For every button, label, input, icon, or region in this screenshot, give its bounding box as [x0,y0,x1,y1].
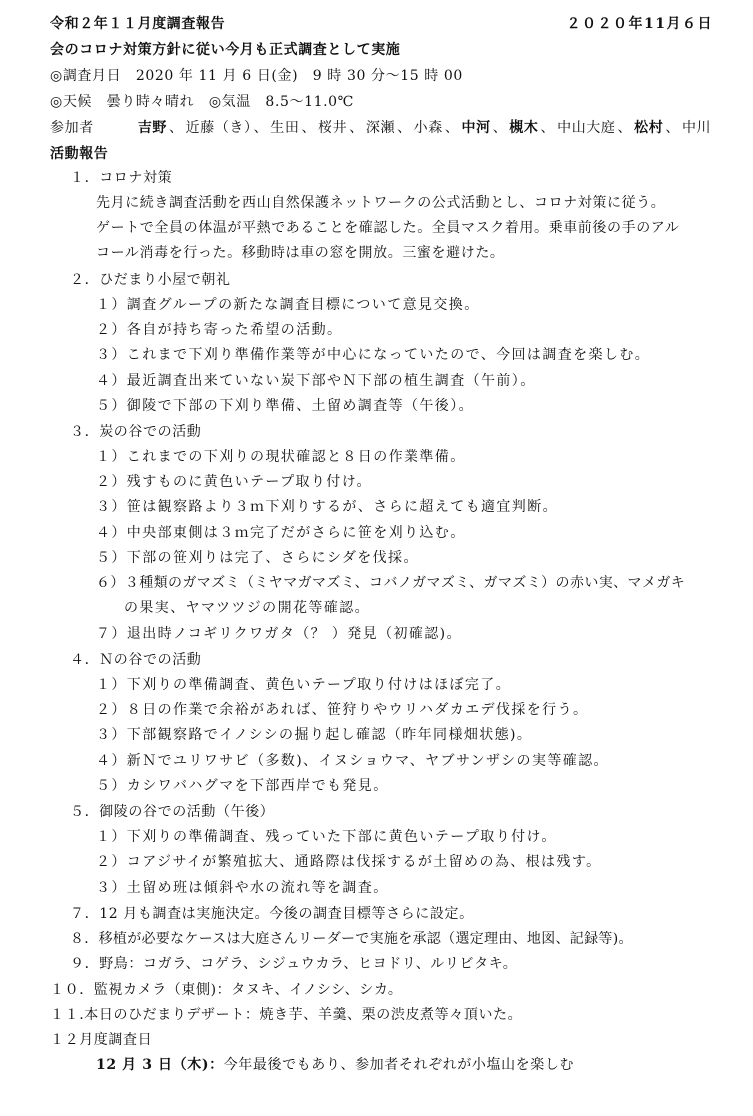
section-2-title: ２．ひだまり小屋で朝礼 [70,272,231,288]
section-3-item-continued: の果実、ヤマツツジの開花等確認。 [124,600,370,616]
section-3-item: ５）下部の笹刈りは完了、さらにシダを伐採。 [96,550,419,566]
section-4-item: ３）下部観察路でイノシシの掘り起し確認（昨年同様畑状態)。 [96,727,533,743]
participant-separator: 、 [444,120,460,136]
participant-separator: 、 [665,120,680,136]
section-4-item: ５）カシワバハグマを下部西岸でも発見。 [96,778,389,794]
section-8: ８．移植が必要なケースは大庭さんリーダーで実施を承認（選定理由、地図、記録等)。 [70,931,633,947]
participant-name: 松村 [634,120,664,136]
section-3-item: ６）３種類のガマズミ（ミヤマガマズミ、コバノガマズミ、ガマズミ）の赤い実、マメガキ [96,575,686,591]
section-12-title: １２月度調査日 [50,1032,153,1048]
section-2-item: １）調査グループの新たな調査目標について意見交換。 [96,297,480,313]
participant-name: 吉野 [137,120,168,136]
section-3-item: ２）残すものに黄色いテープ取り付け。 [96,474,372,490]
participant-name: 中河 [461,120,491,136]
participants-line [50,116,715,140]
participant-name: 近藤（き） [185,120,252,136]
section-4-title: ４．Ｎの谷での活動 [70,652,202,668]
section-5-title: ５．御陵の谷での活動（午後） [70,804,275,820]
section-2-item: ３）これまで下刈り準備作業等が中心になっていたので、今回は調査を楽しむ。 [96,347,651,363]
participant-name: 中川 [681,120,712,136]
section-2-item: ４）最近調査出来ていない炭下部やＮ下部の植生調査（午前）。 [96,373,536,389]
section-10: １０．監視カメラ（東側)：タヌキ、イノシシ、シカ。 [50,982,403,998]
section-5-item: ２）コアジサイが繁殖拡大、通路際は伐採するが土留めの為、根は残す。 [96,854,602,870]
next-survey-date: 12 月 3 日（木)： [96,1057,224,1073]
participant-separator: 、 [540,120,556,136]
participant-separator: 、 [169,120,184,136]
survey-date: ◎調査月日 2020 年 11 月 6 日(金) 9 時 30 分～15 時 00 [50,68,463,84]
section-9: ９．野鳥：コガラ、コゲラ、シジュウカラ、ヒヨドリ、ルリビタキ。 [70,956,518,972]
section-5-item: １）下刈りの準備調査、残っていた下部に黄色いテープ取り付け。 [96,829,557,845]
section-1-text-line: ゲートで全員の体温が平熱であることを確認した。全員マスク着用。乗車前後の手のアル [96,220,680,236]
section-3-item: ３）笹は観察路より３ｍ下刈りするが、さらに超えても適宜判断。 [96,499,558,515]
report-title: 令和２年１１月度調査報告 [50,16,226,32]
participants-label: 参加者 [50,120,94,136]
next-survey-line [96,1053,574,1077]
participant-separator: 、 [397,120,412,136]
section-3-title: ３．炭の谷での活動 [70,424,202,440]
activity-heading: 活動報告 [50,146,109,162]
participant-separator: 、 [617,120,633,136]
section-1-text-line: 先月に続き調査活動を西山自然保護ネットワークの公式活動とし、コロナ対策に従う。 [96,195,666,211]
section-2-item: ５）御陵で下部の下刈り準備、土留め調査等（午後）。 [96,398,474,414]
section-3-item: ４）中央部東側は３ｍ完了だがさらに笹を刈り込む。 [96,525,466,541]
weather-info: ◎天候 曇り時々晴れ ◎気温 8.5～11.0℃ [50,94,354,110]
participant-name: 桜井 [318,120,348,136]
participant-name: 槻木 [509,120,539,136]
participant-separator: 、 [301,120,317,136]
section-1-title: １．コロナ対策 [70,170,173,186]
section-7: ７．12 月も調査は実施決定。今後の調査目標等さらに設定。 [70,906,474,922]
participant-name: 小森 [413,120,443,136]
section-4-item: １）下刈りの準備調査、黄色いテープ取り付けはほぼ完了。 [96,677,512,693]
report-date: ２０２０年11月６日 [566,16,713,32]
participant-names [138,120,713,136]
section-3-item: １）これまでの下刈りの現状確認と８日の作業準備。 [96,449,466,465]
participant-separator: 、 [253,120,269,136]
report-subtitle: 会のコロナ対策方針に従い今月も正式調査として実施 [50,42,401,58]
section-3-item: ７）退出時ノコギリクワガタ（？ ）発見（初確認)。 [96,626,462,642]
participant-name: 中山大庭 [557,120,616,136]
section-4-item: ２）８日の作業で余裕があれば、笹狩りやウリハダカエデ伐採を行う。 [96,702,589,718]
section-2-item: ２）各自が持ち寄った希望の活動。 [96,322,343,338]
participant-separator: 、 [492,120,508,136]
section-4-item: ４）新Ｎでユリワサビ（多数)、イヌショウマ、ヤブサンザシの実等確認。 [96,753,609,769]
next-survey-note: 今年最後でもあり、参加者それぞれが小塩山を楽しむ [223,1057,575,1073]
section-11: １１.本日のひだまりデザート：焼き芋、羊羹、栗の渋皮煮等々頂いた。 [50,1007,523,1023]
participant-separator: 、 [349,120,364,136]
participant-name: 生田 [270,120,300,136]
section-5-item: ３）土留め班は傾斜や水の流れ等を調査。 [96,880,389,896]
section-1-text-line: コール消毒を行った。移動時は車の窓を開放。三蜜を避けた。 [96,245,505,261]
participant-name: 深瀬 [365,120,396,136]
